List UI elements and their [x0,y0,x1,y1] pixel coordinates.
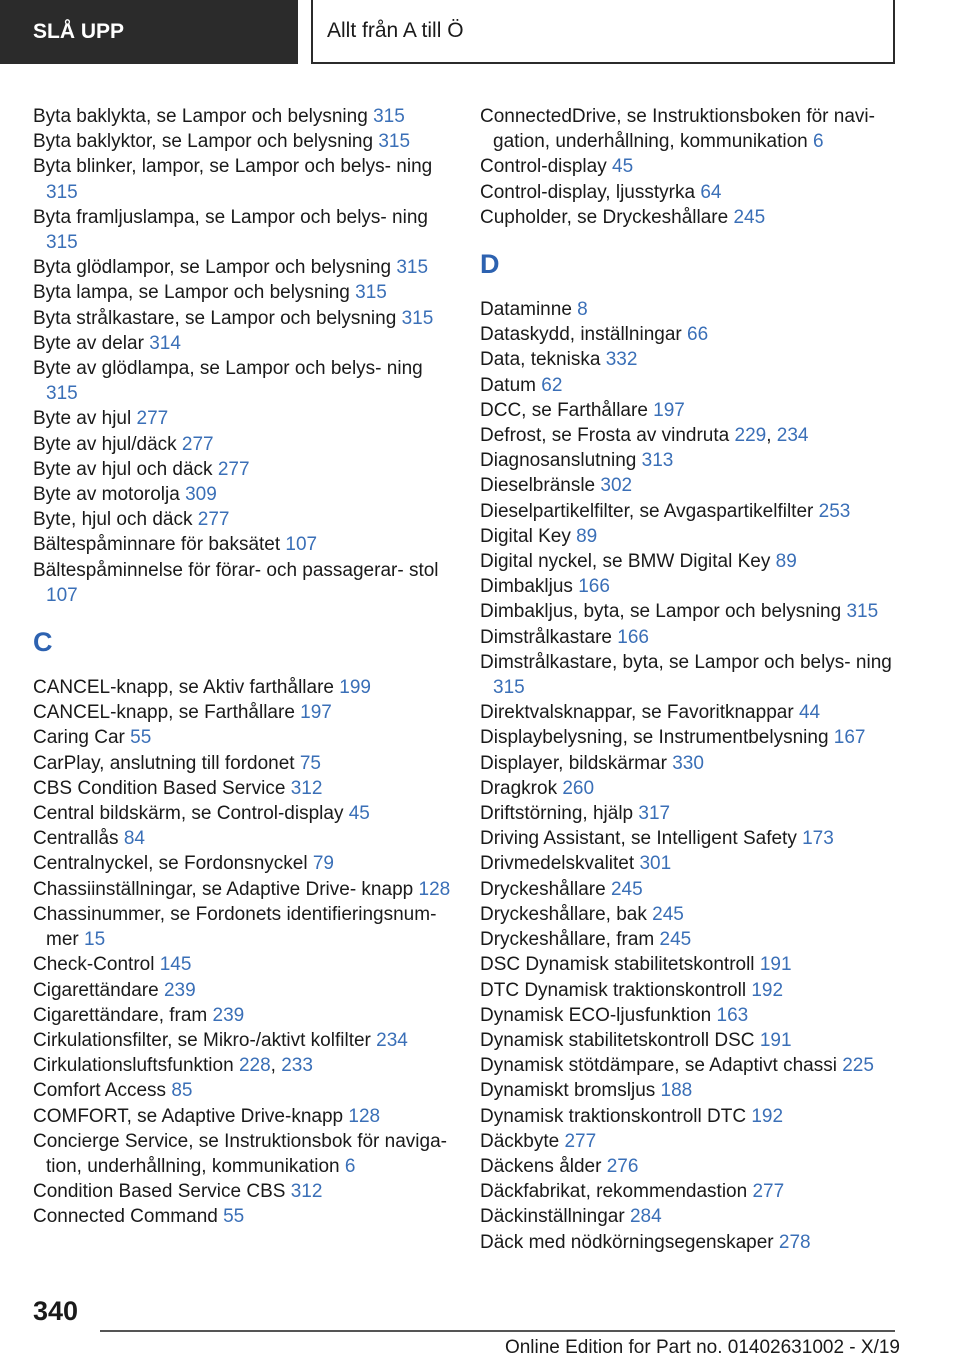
index-entry [480,851,910,876]
index-entry [480,473,910,498]
index-entry [480,154,910,179]
index-entry-text: Cigarettändare, fram [33,1004,208,1026]
index-entry-text: Byta lampa, se Lampor och belysning [33,282,350,304]
index-entry-text: Dataminne [480,299,572,321]
index-entry-text: Digital nyckel, se BMW Digital Key [480,551,771,573]
index-entry-text: Dimbakljus, byta, se Lampor och belysning [480,601,842,623]
index-entry-text: COMFORT, se Adaptive Drive-knapp [33,1105,344,1127]
section-tab-label: SLÅ UPP [33,20,125,43]
page-reference-link[interactable]: 313 [641,450,674,472]
index-entry-text: CBS Condition Based Service [33,777,286,799]
index-entry [33,1003,453,1028]
index-entry [480,180,910,205]
page-reference-link[interactable]: 315 [846,601,879,623]
index-entry-text: CarPlay, anslutning till fordonet [33,752,295,774]
page-reference-link[interactable]: 75 [299,752,321,774]
index-entry [480,1154,910,1179]
index-column-left [33,104,453,1230]
page-reference-link[interactable]: 192 [751,979,784,1001]
index-entry [33,205,453,255]
index-entry-text: Dimstrålkastare [480,626,612,648]
index-entry [480,927,910,952]
page-reference-link[interactable]: 229 [734,425,767,447]
index-entry [480,776,910,801]
index-entry [33,457,453,482]
index-entry [33,700,453,725]
page-reference-link[interactable]: 317 [638,803,671,825]
index-entry-text: Dryckeshållare, bak [480,903,647,925]
index-entry [33,154,453,204]
page-reference-link[interactable]: 191 [759,1029,792,1051]
index-entry [33,725,453,750]
index-entry [33,675,453,700]
index-entry [33,104,453,129]
index-entry-text: Dynamisk stabilitetskontroll DSC [480,1029,755,1051]
page-reference-link[interactable]: 260 [562,777,595,799]
index-entry [33,406,453,431]
index-entry-text: Byta strålkastare, se Lampor och belysning [33,307,397,329]
index-entry [480,524,910,549]
index-letter-heading: D [480,249,500,280]
page-reference-link[interactable]: 166 [617,626,649,648]
page-reference-link[interactable]: 45 [612,156,634,178]
page-reference-link[interactable]: 167 [833,727,866,749]
index-entry [480,549,910,574]
index-entry [480,599,910,624]
page-reference-link[interactable]: 225 [842,1055,874,1077]
index-entry [33,1104,453,1129]
page-reference-link[interactable]: 197 [653,399,685,421]
index-entry [480,650,910,700]
index-entry [480,700,910,725]
index-entry-text: Displayer, bildskärmar [480,752,667,774]
index-entry-text: Dimbakljus [480,576,573,598]
index-entry-text: Dieselpartikelfilter, se Avgaspartikelfilter [480,500,814,522]
index-entry-text: Check-Control [33,954,155,976]
index-entry-text: Byte av motorolja [33,484,180,506]
page-reference-link[interactable]: 15 [84,929,106,951]
index-entry-text: Byta glödlampor, se Lampor och belysning [33,257,392,279]
index-entry [480,877,910,902]
footer-edition: Online Edition for Part no. 01402631002 - X/19 [504,1337,900,1358]
index-entry [33,507,453,532]
index-entry [480,1230,910,1255]
page-reference-link[interactable]: 55 [130,727,152,749]
footer-divider [100,1330,895,1332]
index-entry-text: Defrost, se Frosta av vindruta [480,425,730,447]
index-entry [480,1104,910,1129]
index-entry [480,725,910,750]
index-entry-text: CANCEL-knapp, se Farthållare [33,702,295,724]
page-reference-link[interactable]: 315 [373,106,405,127]
index-entry [480,1078,910,1103]
index-entry-text: DSC Dynamisk stabilitetskontroll [480,954,755,976]
index-entry-text: CANCEL-knapp, se Aktiv farthållare [33,677,334,699]
index-entry-text: Däck med nödkörningsegenskaper [480,1231,774,1253]
index-entry-text: Comfort Access [33,1080,167,1102]
page-reference-link[interactable]: 245 [610,878,643,900]
index-entry-text: Däckfabrikat, rekommendastion [480,1181,748,1203]
index-entry [33,129,453,154]
index-entry-text: Dryckeshållare, fram [480,929,655,951]
index-entry [33,1028,453,1053]
page-reference-link[interactable]: 128 [348,1105,381,1127]
index-entry-text: Dynamisk traktionskontroll DTC [480,1105,747,1127]
page-reference-link[interactable]: 315 [355,282,387,304]
index-entry-text: Byta framljuslampa, se Lampor och belys- ning [33,206,428,228]
page-reference-link[interactable]: 315 [378,131,411,153]
index-entry [33,432,453,457]
page-reference-link[interactable]: 239 [163,979,196,1001]
page-reference-link[interactable]: 277 [181,433,214,455]
index-entry-text: Driftstörning, hjälp [480,803,634,825]
index-entry-text: Byta baklykta, se Lampor och belysning [33,106,368,127]
page-reference-link[interactable]: 315 [401,307,434,329]
index-entry [33,751,453,776]
index-entry [33,978,453,1003]
page-reference-link[interactable]: 302 [600,475,633,497]
index-entry [33,558,453,608]
index-entry [480,499,910,524]
page-reference-link[interactable]: 330 [672,752,704,774]
index-entry-text: Cirkulationsfilter, se Mikro-/aktivt kolfilter [33,1029,371,1051]
index-entry-text: Dynamisk ECO-ljusfunktion [480,1004,712,1026]
index-entry-text: Byte av hjul/däck [33,433,177,455]
index-entry [33,1179,453,1204]
page-reference-link[interactable]: 315 [46,383,78,405]
page-reference-link[interactable]: 6 [813,131,824,153]
index-entry [480,398,910,423]
index-entry [480,1129,910,1154]
index-entry-text: Byte av hjul och däck [33,458,213,480]
index-entry-text: Byte, hjul och däck [33,509,193,531]
index-entry [480,1053,910,1078]
page-reference-link[interactable]: 277 [217,458,250,480]
page-reference-link[interactable]: 315 [46,232,78,254]
page-reference-link[interactable]: 315 [396,257,429,279]
page-reference-link[interactable]: 6 [344,1155,356,1177]
page-reference-link[interactable]: 315 [46,181,78,203]
page-reference-link[interactable]: 314 [149,332,181,354]
index-entry-text: Connected Command [33,1206,218,1228]
index-entry-text: Displaybelysning, se Instrumentbelysning [480,727,829,749]
index-entry [33,255,453,280]
page-reference-link[interactable]: 309 [185,484,217,506]
index-entry-text: Byte av glödlampa, se Lampor och belys- ning [33,358,423,380]
index-entry [480,574,910,599]
index-entry [33,851,453,876]
page-reference-link[interactable]: 312 [290,1181,323,1203]
index-entry [33,1129,453,1179]
page-reference-link[interactable]: 197 [300,702,332,724]
index-entry-text: Centrallås [33,828,119,850]
index-entry: Cirkulationsluftsfunktion 228, 233 [33,1055,313,1077]
section-tab-label: Allt från A till Ö [327,19,464,42]
page-reference-link[interactable]: 332 [605,349,638,371]
page-reference-link[interactable]: 253 [818,500,851,522]
index-entry [480,297,910,322]
page-reference-link[interactable]: 234 [776,425,809,447]
page-reference-link[interactable]: 145 [159,954,192,976]
page-reference-link[interactable]: 277 [197,509,230,531]
index-entry-text: Central bildskärm, se Control-display [33,803,344,825]
index-entry-text: Dieselbränsle [480,475,596,497]
index-entry-text: DCC, se Farthållare [480,399,648,421]
page-reference-link[interactable]: 173 [802,828,834,850]
index-entry-text: ConnectedDrive, se Instruktionsboken för navi- gation, underhållning, kommunikation [480,106,875,153]
page-reference-link[interactable]: 107 [285,534,318,556]
page-reference-link[interactable]: 66 [687,324,709,346]
index-entry [33,280,453,305]
index-entry [33,801,453,826]
index-entry-text: Diagnosanslutning [480,450,637,472]
index-entry-text: Direktvalsknappar, se Favoritknappar [480,702,794,724]
index-entry [480,952,910,977]
index-entry-text: Dynamisk stötdämpare, se Adaptivt chassi [480,1055,837,1077]
index-entry-text: Byta blinker, lampor, se Lampor och belys- ning [33,156,433,178]
index-entry [480,751,910,776]
page-reference-link[interactable]: 192 [751,1105,784,1127]
index-entry [480,801,910,826]
page-reference-link[interactable]: 79 [312,853,334,875]
page-reference-link[interactable]: 128 [418,878,451,900]
index-entry-text: DTC Dynamisk traktionskontroll [480,979,747,1001]
page-reference-link[interactable]: 276 [606,1155,639,1177]
index-entry [480,978,910,1003]
index-entry [33,306,453,331]
page-reference-link[interactable]: 191 [759,954,792,976]
index-entry [33,331,453,356]
index-entry [480,1179,910,1204]
index-entry-text: Control-display, ljusstyrka [480,181,696,203]
index-letter-heading: C [33,627,53,658]
page-number: 340 [33,1296,79,1326]
page-reference-link[interactable]: 89 [775,551,797,573]
page-reference-link[interactable]: 312 [290,777,323,799]
page-reference-link[interactable]: 64 [700,181,722,203]
page-reference-link[interactable]: 62 [541,374,563,396]
page-reference-link[interactable]: 233 [281,1055,313,1077]
index-entry [33,826,453,851]
section-tab-a-till-o[interactable] [311,0,895,64]
page-reference-link[interactable]: 89 [576,525,598,547]
page-reference-link[interactable]: 8 [577,299,588,321]
index-entry-text: Data, tekniska [480,349,601,371]
page-reference-link[interactable]: 45 [348,803,370,825]
index-entry-text: Byte av hjul [33,408,132,430]
page-reference-link[interactable]: 166 [578,576,610,598]
index-entry-text: Datum [480,374,536,396]
index-entry [33,1078,453,1103]
index-entry-text: Dataskydd, inställningar [480,324,682,346]
index-entry [33,877,453,902]
page-reference-link[interactable]: 84 [123,828,145,850]
page-reference-link[interactable]: 85 [171,1080,193,1102]
page-reference-link[interactable]: 228 [238,1055,271,1077]
index-entry [480,373,910,398]
index-entry-text: Concierge Service, se Instruktionsbok för naviga- tion, underhållning, kommunikation [33,1130,447,1177]
index-entry [33,532,453,557]
index-entry-text: Chassinummer, se Fordonets identifieringsnum- mer [33,903,437,951]
index-entry-text: Driving Assistant, se Intelligent Safety [480,828,797,850]
index-entry-text: Dimstrålkastare, byta, se Lampor och belys- ning [480,651,892,673]
index-entry [480,1204,910,1229]
index-entry [33,356,453,406]
index-entry: Defrost, se Frosta av vindruta 229, 234 [480,425,809,447]
index-entry [33,952,453,977]
index-entry-text: Caring Car [33,727,125,749]
page-reference-link[interactable]: 234 [376,1029,408,1051]
index-entry-text: Bältespåminnare för baksätet [33,534,281,556]
index-entry-text: Condition Based Service CBS [33,1181,286,1203]
index-entry-text: Bältespåminnelse för förar- och passagerar- stol [33,559,439,581]
index-entry [480,1003,910,1028]
page-reference-link[interactable]: 315 [493,677,525,699]
page-reference-link[interactable]: 278 [778,1231,811,1253]
index-entry [480,104,910,154]
index-entry-text: Chassiinställningar, se Adaptive Drive- knapp [33,878,414,900]
index-entry-text: Digital Key [480,525,571,547]
index-entry-text: Däckbyte [480,1130,560,1152]
index-entry [33,776,453,801]
index-entry-text: Centralnyckel, se Fordonsnyckel [33,853,308,875]
index-entry [480,625,910,650]
page-reference-link[interactable]: 44 [798,702,821,724]
page-reference-link[interactable]: 277 [752,1181,785,1203]
page-reference-link[interactable]: 301 [639,853,672,875]
page-reference-link[interactable]: 188 [660,1080,693,1102]
page-reference-link[interactable]: 55 [223,1206,245,1228]
index-entry-text: Dragkrok [480,777,558,799]
index-entry-text: Drivmedelskvalitet [480,853,635,875]
index-entry [480,826,910,851]
index-entry-text: Cupholder, se Dryckeshållare [480,206,729,228]
index-entry-text: Cirkulationsluftsfunktion [33,1055,234,1077]
index-entry [33,1204,453,1229]
index-entry [33,482,453,507]
index-entry [480,1028,910,1053]
page-reference-link[interactable]: 163 [716,1004,749,1026]
index-entry [480,347,910,372]
page-reference-link[interactable]: 245 [733,206,766,228]
page-reference-link[interactable]: 107 [46,584,78,606]
page-reference-link[interactable]: 245 [659,929,692,951]
page-reference-link[interactable]: 199 [339,677,371,699]
index-entry-text: Cigarettändare [33,979,159,1001]
page-reference-link[interactable]: 277 [136,408,169,430]
page-reference-link[interactable]: 277 [564,1130,597,1152]
index-entry-text: Byte av delar [33,332,144,354]
index-entry [480,448,910,473]
index-entry [480,902,910,927]
index-entry-text: Byta baklyktor, se Lampor och belysning [33,131,374,153]
page-reference-link[interactable]: 284 [629,1206,662,1228]
index-column-right [480,104,910,1255]
page-reference-link[interactable]: 239 [212,1004,245,1026]
index-entry-text: Control-display [480,156,607,178]
index-entry-text: Däckinställningar [480,1206,625,1228]
index-entry-text: Dryckeshållare [480,878,606,900]
page-reference-link[interactable]: 245 [652,903,684,925]
index-entry-text: Däckens ålder [480,1155,602,1177]
section-tab-slaa-upp[interactable] [0,0,298,64]
index-entry [480,205,910,230]
index-entry [33,902,453,952]
index-entry-text: Dynamiskt bromsljus [480,1080,656,1102]
index-entry [480,322,910,347]
